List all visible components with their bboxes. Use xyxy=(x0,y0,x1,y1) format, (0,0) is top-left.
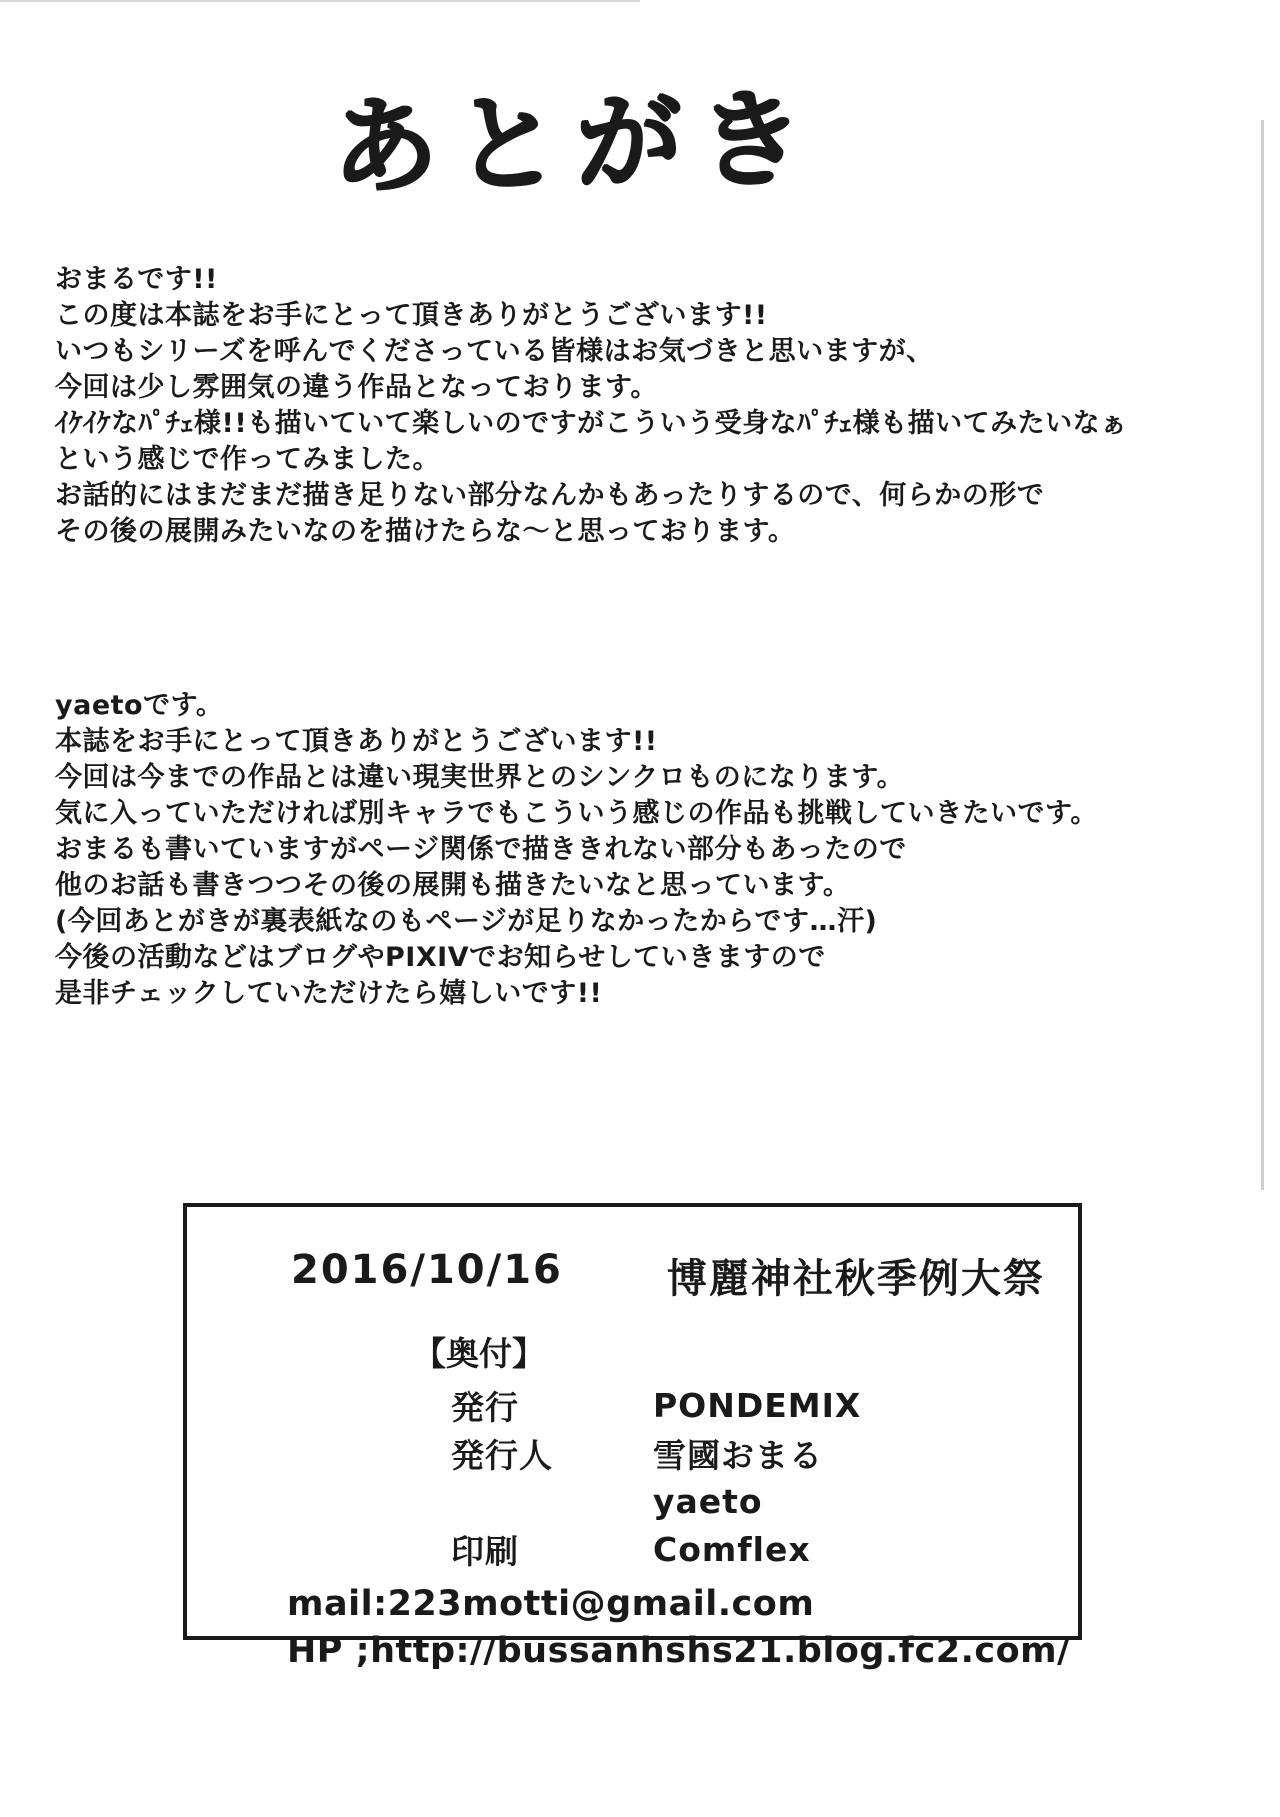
printer-value: Comflex xyxy=(653,1529,811,1569)
text-line: おまるです!! xyxy=(55,264,218,295)
publisher-row xyxy=(451,1381,1078,1429)
yaeto-afterword-paragraph xyxy=(55,688,1098,1012)
text-line: 他のお話も書きつつその後の展開も描きたいなと思っています。 xyxy=(55,870,851,901)
mail-line: mail:223motti@gmail.com xyxy=(287,1584,815,1624)
publisher-person-row xyxy=(451,1429,1078,1477)
text-line: その後の展開みたいなのを描けたらな～と思っております。 xyxy=(55,516,796,547)
colophon-box xyxy=(183,1203,1082,1671)
colophon-header-row xyxy=(291,1247,1078,1304)
scan-artifact-top-edge xyxy=(0,0,640,2)
printer-label: 印刷 xyxy=(451,1531,519,1571)
text-line: 是非チェックしていただけたら嬉しいです!! xyxy=(55,978,603,1009)
text-line: この度は本誌をお手にとって頂きありがとうございます!! xyxy=(55,300,768,331)
text-line: おまるも書いていますがページ関係で描ききれない部分もあったので xyxy=(55,834,907,865)
co-author-row xyxy=(451,1477,1078,1525)
page-title: あとがき xyxy=(330,76,821,209)
colophon-rows xyxy=(451,1381,1078,1573)
publisher-person-value: 雪國おまる xyxy=(653,1435,823,1475)
publication-date: 2016/10/16 xyxy=(291,1247,563,1293)
event-name: 博麗神社秋季例大祭 xyxy=(666,1256,1045,1302)
publisher-label: 発行 xyxy=(451,1387,519,1427)
text-line: yaetoです。 xyxy=(55,690,224,721)
text-line: お話的にはまだまだ描き足りない部分なんかもあったりするので、何らかの形で xyxy=(55,480,1045,511)
text-line: 気に入っていただければ別キャラでもこういう感じの作品も挑戦していきたいです。 xyxy=(55,798,1098,829)
text-line: ｲｹｲｹなﾊﾟﾁｪ様!!も描いていて楽しいのですがこういう受身なﾊﾟﾁｪ様も描いてみたいなぁ xyxy=(55,408,1128,439)
text-line: 本誌をお手にとって頂きありがとうございます!! xyxy=(55,726,658,757)
publisher-value: PONDEMIX xyxy=(653,1385,862,1425)
text-line: という感じで作ってみました。 xyxy=(55,444,440,475)
text-line: 今後の活動などはブログやPIXIVでお知らせしていきますので xyxy=(55,942,826,973)
text-line: 今回は少し雰囲気の違う作品となっております。 xyxy=(55,372,658,403)
text-line: 今回は今までの作品とは違い現実世界とのシンクロものになります。 xyxy=(55,762,905,793)
text-line: (今回あとがきが裏表紙なのもページが足りなかったからです…汗) xyxy=(55,906,878,937)
scan-artifact-right-edge xyxy=(1261,120,1264,1190)
okuzuke-section-title: 【奥付】 xyxy=(413,1334,545,1373)
contact-block xyxy=(287,1581,1078,1675)
text-line: いつもシリーズを呼んでくださっている皆様はお気づきと思いますが、 xyxy=(55,336,934,367)
publisher-person-label: 発行人 xyxy=(451,1435,553,1475)
printer-row xyxy=(451,1525,1078,1573)
homepage-line: HP ;http://bussanhshs21.blog.fc2.com/ xyxy=(287,1631,1071,1671)
omaru-afterword-paragraph xyxy=(55,262,1128,550)
co-author-value: yaeto xyxy=(653,1481,763,1521)
